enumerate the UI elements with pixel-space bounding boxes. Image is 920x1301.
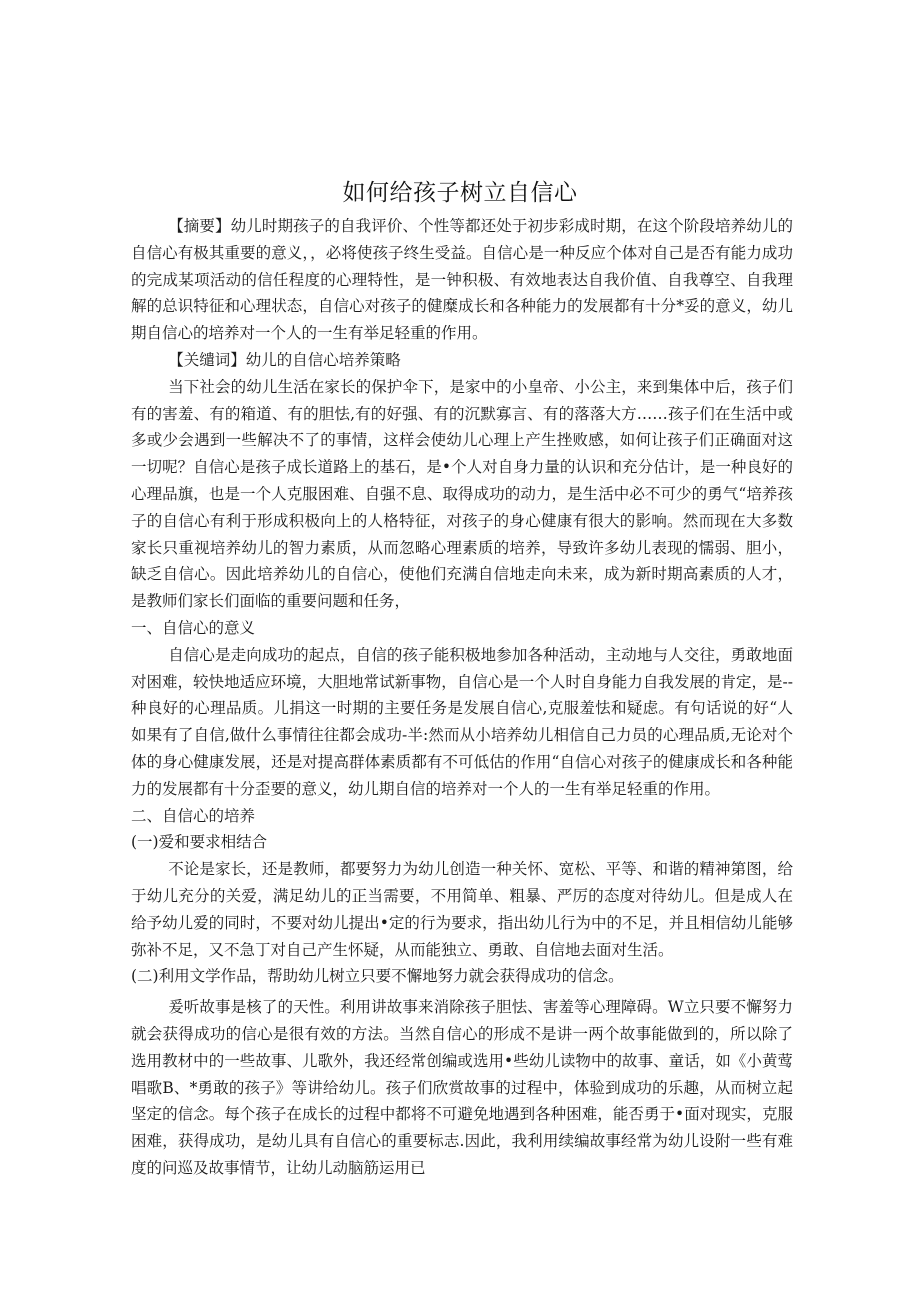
subsection-1-heading: (一)爱和要求相结合 (131, 833, 268, 852)
section-2-heading: 二、自信心的培养 (131, 806, 256, 825)
section-1-paragraph: 自信心是走向成功的起点，自信的孩子能积极地参加各种活动，主动地与人交往，勇敢地面对困难，较快地适应环境，大胆地常试新事物，自信心是一个人时自身能力自我发展的肯定，是--种良好的心理品质。儿捐这一时期的主要任务是发展自信心,克服羞怯和疑虑。有句话说的好“人如果有了自信,做什么事情往往都会成功-半:然而从小培养幼儿相信自己力员的心理品质,无论对个体的身心健康发展，还是对提高群体素质都有不可低估的作用“自信心对孩子的健康成长和各种能力的发展都有十分歪要的意义，幼儿期自信的培养对一个人的一生有举足轻重的作用。 (131, 645, 793, 798)
subsection-1-paragraph: 不论是家长，还是教师，都要努力为幼儿创造一种关怀、宽松、平等、和谐的精神第图，给于幼儿充分的关爱，满足幼儿的正当需要，不用简单、粗暴、严厉的态度对待幼儿。但是成人在给予幼儿爱的同时，不要对幼儿提出•定的行为要求，指出幼儿行为中的不足，并且相信幼儿能够弥补不足，又不急丁对自己产生怀疑，从而能独立、勇敢、自信地去面对生活。 (131, 860, 793, 959)
keywords-line: 【关缱词】幼儿的自信心培养策略 (168, 350, 401, 369)
document-body (131, 213, 793, 1182)
document-title: 如何给孩子树立自信心 (342, 180, 578, 206)
subsection-2-paragraph: 爰听故事是核了的天性。利用讲故事来消除孩子胆怯、害羞等心理障碍。W立只要不懈努力就会获得成功的信心是很有效的方法。当然自信心的形成不是讲一两个故事能做到的，所以除了选用教材中的一些故事、儿歌外，我还经常创编或选用•些幼儿读物中的故事、童话，如《小黄莺唱歌B、*勇敢的孩子》等讲给幼儿。孩子们欣赏故事的过程中，体验到成功的乐趣，从而树立起坚定的信念。每个孩子在成长的过程中都将不可避免地遇到各种困难，能否勇于•面对现实，克服困难，获得成功，是幼儿具有自信心的重要标志.因此，我利用续编故事经常为幼儿设附一些有难度的问巡及故事情节，让幼儿动脑筋运用已 (131, 998, 793, 1177)
abstract-paragraph: 【摘要】幼儿时期孩子的自我评价、个性等都还处于初步彩成时期，在这个阶段培养幼儿的自信心有极其重要的意义，，必将使孩子终生受益。自信心是一种反应个体对自己是否有能力成功的完成某项活动的信任程度的心理特性，是一钟积极、有效地表达自我价值、自我尊空、自我理解的总识特征和心理状态，自信心对孩子的健糜成长和各种能力的发展都有十分*妥的意义，幼儿期自信心的培养对一个人的一生有举足轻重的作用。 (131, 217, 793, 343)
intro-paragraph: 当下社会的幼儿生活在家长的保护伞下，是家中的小皇帝、小公主，来到集体中后，孩子们有的害羞、有的箱道、有的胆怯,有的好强、有的沉默寡言、有的落落大方……孩子们在生活中或多或少会遇到一些解决不了的事情，这样会使幼儿心理上产生挫败感，如何让孩子们正确面对这一切呢？自信心是孩子成长道路上的基石，是•个人对自身力量的认识和充分估计，是一种良好的心理品旗，也是一个人克服困难、自强不息、取得成功的动力，是生活中必不可少的勇气“培养孩子的自信心有利于形成积极向上的人格特征，对孩子的身心健康有很大的影响。然而现在大多数家长只重视培养幼儿的智力素质，从而忽略心理素质的培养，导致许多幼儿表现的懦弱、胆小，缺乏自信心。因此培养幼儿的自信心，使他们充满自信地走向未来，成为新时期高素质的人才，是教师们家长们面临的重要问题和任务， (131, 377, 793, 611)
section-1-heading: 一、自信心的意义 (131, 618, 256, 637)
subsection-2-heading: (二)利用文学作品，帮助幼儿树立只要不懈地努力就会获得成功的信念。 (131, 967, 624, 986)
